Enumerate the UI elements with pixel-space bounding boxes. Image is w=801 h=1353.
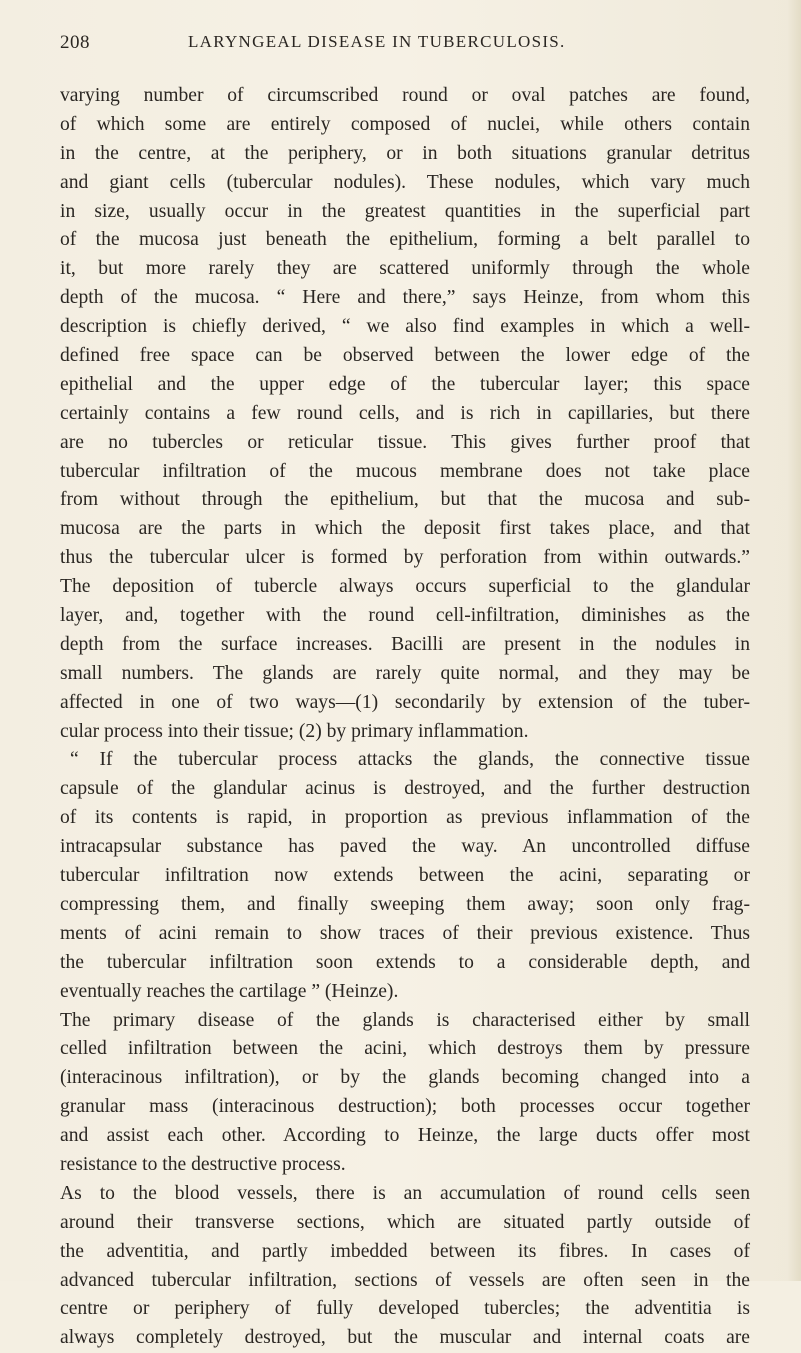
text-line: capsule of the glandular acinus is destroyed, and the further destruction <box>60 778 750 800</box>
text-line: of its contents is rapid, in proportion as previous inflammation of the <box>60 807 750 829</box>
text-line: layer, and, together with the round cell-infiltration, diminishes as the <box>60 605 750 627</box>
body-text <box>60 82 750 1353</box>
text-line: thus the tubercular ulcer is formed by perforation from within outwards.” <box>60 547 750 569</box>
text-line: depth of the mucosa. “ Here and there,” says Heinze, from whom this <box>60 287 750 309</box>
text-line: celled infiltration between the acini, which destroys them by pressure <box>60 1038 750 1060</box>
text-line: The deposition of tubercle always occurs superficial to the glandular <box>60 576 750 598</box>
text-line: always completely destroyed, but the muscular and internal coats are <box>60 1327 750 1349</box>
text-line: the adventitia, and partly imbedded between its fibres. In cases of <box>60 1240 750 1262</box>
text-line: affected in one of two ways—(1) secondarily by extension of the tuber- <box>60 691 750 713</box>
text-line: resistance to the destructive process. <box>60 1153 346 1175</box>
running-head <box>60 32 740 56</box>
text-line: centre or periphery of fully developed tubercles; the adventitia is <box>60 1298 750 1320</box>
text-line: (interacinous infiltration), or by the glands becoming changed into a <box>60 1067 750 1089</box>
running-title: LARYNGEAL DISEASE IN TUBERCULOSIS. <box>188 32 566 51</box>
text-line: advanced tubercular infiltration, sections of vessels are often seen in the <box>60 1269 750 1291</box>
text-line: varying number of circumscribed round or oval patches are found, <box>60 85 750 106</box>
text-line: the tubercular infiltration soon extends to a considerable depth, and <box>60 951 750 973</box>
text-line: tubercular infiltration now extends between the acini, separating or <box>60 865 750 887</box>
text-line: As to the blood vessels, there is an accumulation of round cells seen <box>60 1182 750 1204</box>
text-line: from without through the epithelium, but that the mucosa and sub- <box>60 489 750 511</box>
text-line: small numbers. The glands are rarely quite normal, and they may be <box>60 662 750 684</box>
text-line: compressing them, and finally sweeping them away; soon only frag- <box>60 893 750 915</box>
text-line: it, but more rarely they are scattered uniformly through the whole <box>60 258 750 280</box>
page-number: 208 <box>60 32 90 53</box>
text-line: defined free space can be observed between the lower edge of the <box>60 345 750 367</box>
text-line: epithelial and the upper edge of the tubercular layer; this space <box>60 373 750 395</box>
text-line: of the mucosa just beneath the epithelium, forming a belt parallel to <box>60 229 750 251</box>
text-line: eventually reaches the cartilage ” (Heinze). <box>60 980 399 1002</box>
text-line: The primary disease of the glands is characterised either by small <box>60 1009 750 1031</box>
text-line: intracapsular substance has paved the way. An uncontrolled diffuse <box>60 836 750 858</box>
text-line: in the centre, at the periphery, or in both situations granular detritus <box>60 142 750 164</box>
text-line: tubercular infiltration of the mucous membrane does not take place <box>60 460 750 482</box>
text-line: certainly contains a few round cells, and is rich in capillaries, but there <box>60 402 750 424</box>
text-line: around their transverse sections, which are situated partly outside of <box>60 1211 750 1233</box>
text-line: and giant cells (tubercular nodules). These nodules, which vary much <box>60 171 750 193</box>
text-line: ments of acini remain to show traces of their previous existence. Thus <box>60 922 750 944</box>
text-line: and assist each other. According to Heinze, the large ducts offer most <box>60 1125 750 1147</box>
page-edge-shadow <box>787 0 801 1281</box>
text-line: description is chiefly derived, “ we also find examples in which a well- <box>60 316 750 338</box>
text-line: mucosa are the parts in which the deposit first takes place, and that <box>60 518 750 540</box>
text-line: depth from the surface increases. Bacilli are present in the nodules in <box>60 633 750 655</box>
text-line: granular mass (interacinous destruction); both processes occur together <box>60 1096 750 1118</box>
text-line: are no tubercles or reticular tissue. This gives further proof that <box>60 431 750 453</box>
text-line: “ If the tubercular process attacks the glands, the connective tissue <box>70 749 750 771</box>
text-line: of which some are entirely composed of nuclei, while others contain <box>60 113 750 135</box>
text-line: in size, usually occur in the greatest quantities in the superficial part <box>60 200 750 222</box>
text-line: cular process into their tissue; (2) by primary inflammation. <box>60 720 529 742</box>
